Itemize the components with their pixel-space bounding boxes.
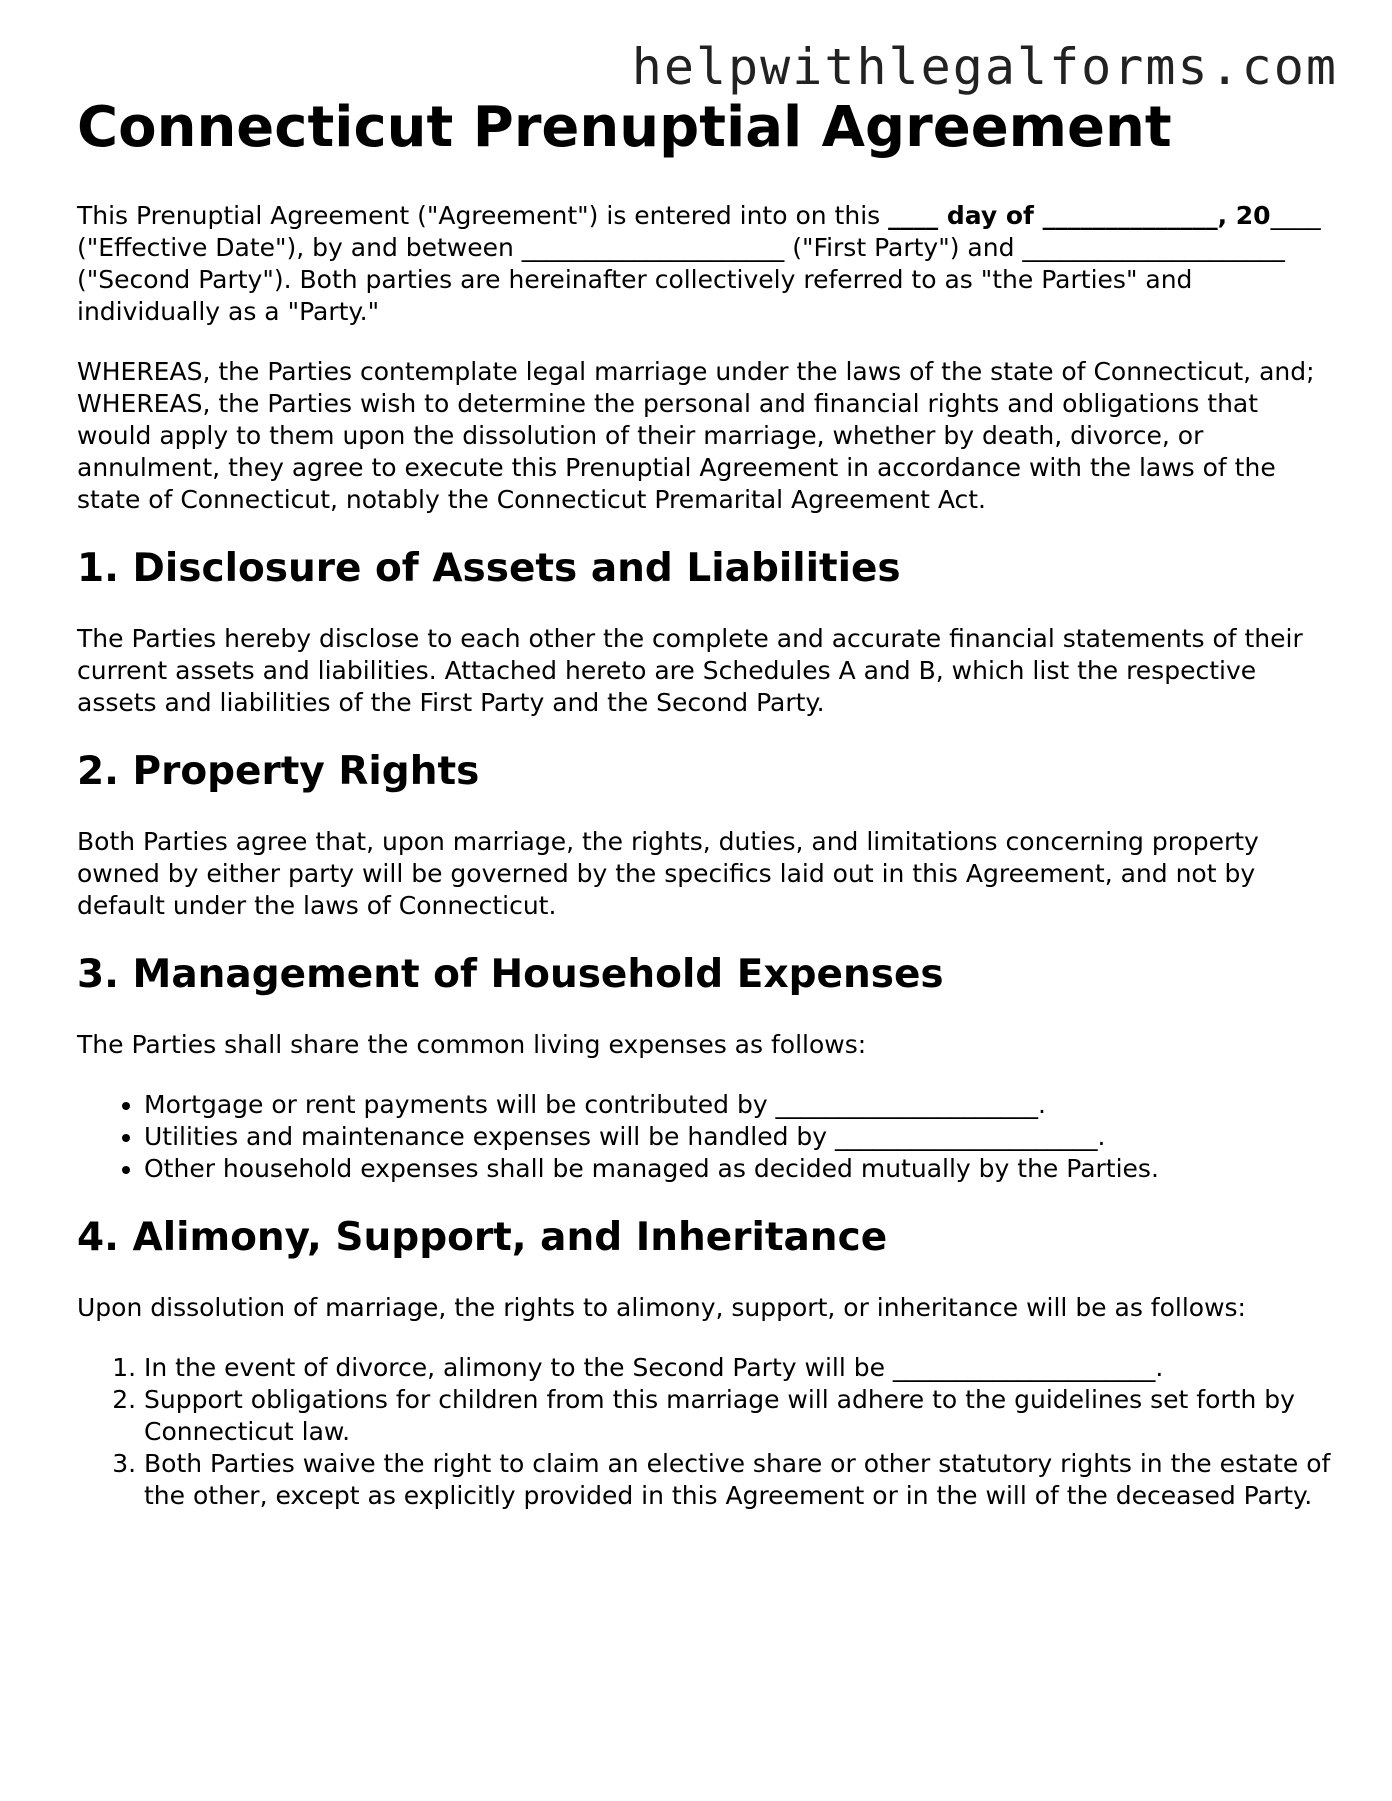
section-body-3: The Parties shall share the common living expenses as follows: [77, 1029, 867, 1059]
intro-date-blank: ____ day of ______________, 20 [888, 201, 1271, 231]
alimony-list [77, 1352, 1332, 1512]
list-item: • Mortgage or rent payments will be contributed by _____________________. [144, 1089, 1332, 1121]
section-heading-1: 1. Disclosure of Assets and Liabilities [77, 546, 901, 592]
intro-text-1: This Prenuptial Agreement ("Agreement") is entered into on this [77, 201, 889, 231]
intro-text-2: ____ ("Effective Date"), by and between _____________________ ("First Party") and _____________________ ("Second Party"). Both parties are hereinafter collectively referred to as "the Parties" and individually as a "Party." [77, 201, 1321, 327]
page-title: Connecticut Prenuptial Agreement [77, 95, 1172, 160]
list-item: 3. Both Parties waive the right to claim an elective share or other statutory rights in the estate of the other, except as explicitly provided in this Agreement or in the will of the deceased Party. [144, 1448, 1332, 1512]
document-body [77, 96, 1332, 1540]
list-item: 1. In the event of divorce, alimony to the Second Party will be _____________________. [144, 1352, 1332, 1384]
section-heading-3: 3. Management of Household Expenses [77, 951, 944, 997]
section-body-1: The Parties hereby disclose to each other the complete and accurate financial statements of their current assets and liabilities. Attached hereto are Schedules A and B, which list the respective assets and liabilities of the First Party and the Second Party. [77, 624, 1303, 718]
watermark-text: helpwithlegalforms.com [631, 38, 1338, 96]
list-item: 2. Support obligations for children from this marriage will adhere to the guidelines set forth by Connecticut law. [144, 1384, 1332, 1448]
intro-paragraph [77, 200, 1332, 328]
section-heading-2: 2. Property Rights [77, 749, 480, 795]
list-item: • Other household expenses shall be managed as decided mutually by the Parties. [144, 1153, 1332, 1185]
section-heading-4: 4. Alimony, Support, and Inheritance [77, 1214, 888, 1260]
section-body-4: Upon dissolution of marriage, the rights to alimony, support, or inheritance will be as follows: [77, 1292, 1246, 1322]
whereas-clause-1: WHEREAS, the Parties contemplate legal marriage under the laws of the state of Connecticut, and; [77, 357, 1315, 387]
whereas-clause-2: WHEREAS, the Parties wish to determine the personal and financial rights and obligations that would apply to them upon the dissolution of their marriage, whether by death, divorce, or annulment, they agree to execute this Prenuptial Agreement in accordance with the laws of the state of Connecticut, notably the Connecticut Premarital Agreement Act. [77, 389, 1276, 515]
section-body-2: Both Parties agree that, upon marriage, the rights, duties, and limitations concerning property owned by either party will be governed by the specifics laid out in this Agreement, and not by default under the laws of Connecticut. [77, 826, 1259, 920]
expenses-list [77, 1089, 1332, 1185]
list-item: • Utilities and maintenance expenses will be handled by _____________________. [144, 1121, 1332, 1153]
